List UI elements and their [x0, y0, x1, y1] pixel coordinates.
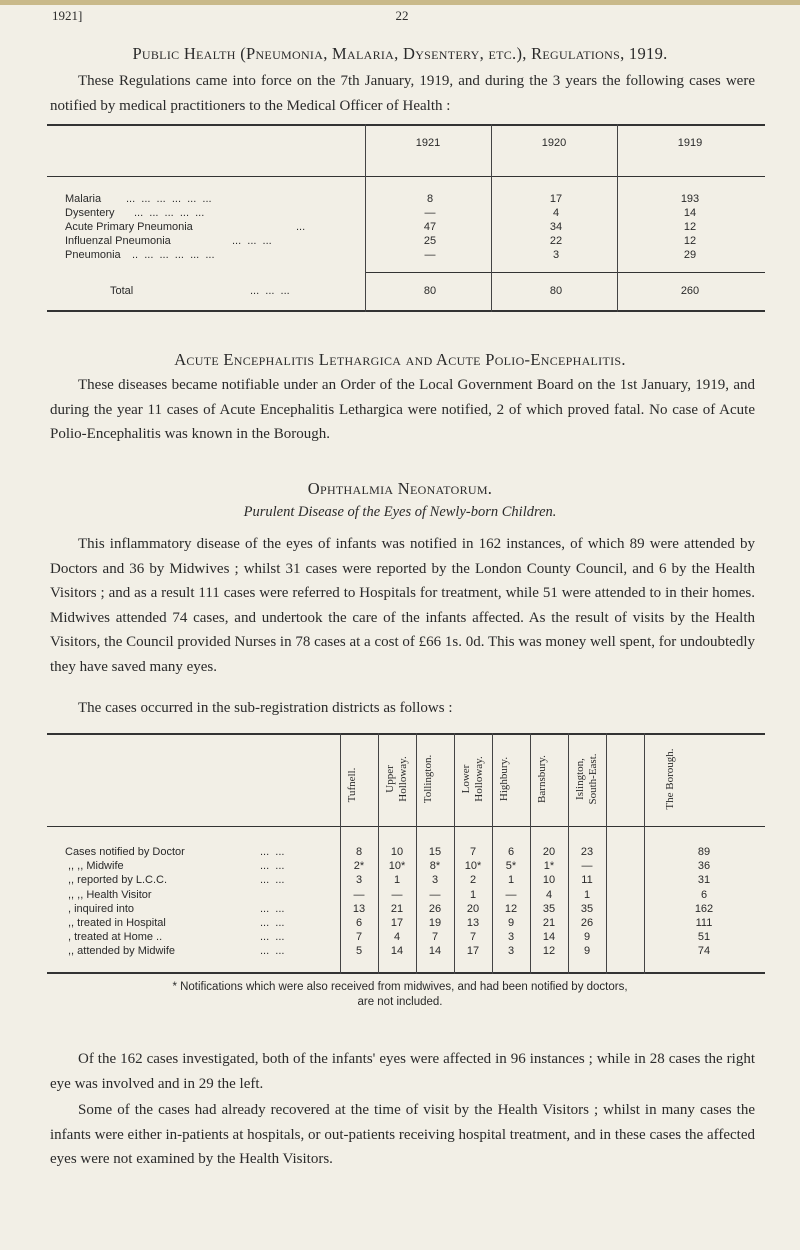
- table2-cell: 2*: [353, 860, 365, 873]
- table2-cell: 26: [580, 917, 594, 929]
- header-year: 1921]: [52, 8, 83, 23]
- table2-cell: 13: [466, 917, 480, 929]
- table2-cell: —: [581, 860, 593, 873]
- table2-cell: 35: [542, 902, 556, 915]
- table2-col-upper-holloway: Upper Holloway.: [384, 756, 409, 802]
- table2-leader: ... ...: [260, 931, 285, 944]
- table1-leader: ... ... ...: [232, 235, 272, 247]
- table2-cell: 9: [583, 945, 591, 958]
- section-title-encephalitis: Acute Encephalitis Lethargica and Acute Polio-Encephalitis.: [174, 350, 626, 369]
- table2-cell: 20: [542, 846, 556, 858]
- table2-col-lower-holloway: Lower Holloway.: [460, 756, 485, 802]
- table2-cell: 162: [694, 902, 714, 915]
- table2-leader: ... ...: [260, 917, 285, 929]
- table2-cell: 10*: [464, 860, 482, 873]
- table2-cell: 10*: [388, 860, 406, 873]
- table2-row-label: Cases notified by Doctor: [65, 846, 185, 858]
- table1-row-label: Malaria: [65, 193, 102, 205]
- table2-cell: 13: [352, 902, 366, 915]
- table2-cell: 2: [469, 874, 477, 887]
- table2-cell: 89: [697, 846, 711, 858]
- table1-col-1921: 1921: [415, 137, 441, 149]
- table2-cell: —: [505, 888, 517, 901]
- table1-cell: —: [424, 207, 436, 219]
- table2-cell: 20: [466, 902, 480, 915]
- table2-cell: 1: [393, 874, 401, 887]
- table2-cell: 21: [542, 917, 556, 929]
- table2-cell: 3: [507, 931, 515, 944]
- page-number: 22: [395, 8, 409, 23]
- table1-leader: ... ... ...: [250, 285, 290, 297]
- table1-leader: ...: [296, 221, 306, 233]
- table2-row-label: , inquired into: [68, 902, 135, 915]
- table2-cell: 17: [466, 945, 480, 958]
- table2-cell: 3: [355, 874, 363, 887]
- table2-col-islington-south-east: Islington, South-East.: [574, 753, 599, 805]
- table1-row-label: Pneumonia: [65, 249, 121, 261]
- table1-top-rule: [47, 124, 765, 126]
- table2-cell: 14: [542, 931, 556, 944]
- table1-cell: 47: [423, 221, 437, 233]
- table2-bottom-rule: [47, 972, 765, 974]
- table2-row-label: ,, ,, Health Visitor: [68, 888, 152, 901]
- table2-col-tufnell: Tufnell.: [346, 767, 358, 803]
- table1-cell: 22: [549, 235, 563, 247]
- table2-cell: 19: [428, 917, 442, 929]
- table2-intro: The cases occurred in the sub-registration districts as follows :: [78, 700, 453, 716]
- table2-cell: 36: [697, 860, 711, 873]
- table2-cell: 6: [355, 917, 363, 929]
- table2-cell: 4: [545, 888, 553, 901]
- table2-footnote-line2: are not included.: [357, 996, 443, 1008]
- table1-header-rule: [47, 176, 765, 177]
- table1-cell: 17: [549, 193, 563, 205]
- table2-cell: 1: [507, 874, 515, 887]
- table2-cell: 1: [469, 888, 477, 901]
- table2-cell: 12: [542, 945, 556, 958]
- ophthalmia-subtitle: Purulent Disease of the Eyes of Newly-born Children.: [243, 504, 557, 520]
- table1-total-cell: 260: [680, 285, 700, 297]
- table2-col-the-borough: The Borough.: [664, 748, 676, 810]
- table2-footnote-line1: * Notifications which were also received from midwives, and had been notified by doctors,: [172, 981, 628, 993]
- table1-total-label: Total: [110, 285, 134, 297]
- table1-row-label: Acute Primary Pneumonia: [65, 221, 193, 233]
- table2-top-rule: [47, 733, 765, 735]
- table2-cell: 4: [393, 931, 401, 944]
- table2-cell: 9: [507, 917, 515, 929]
- table1-cell: 25: [423, 235, 437, 247]
- table2-leader: ... ...: [260, 945, 285, 958]
- table1-cell: 4: [552, 207, 560, 219]
- table1-leader: ... ... ... ... ...: [134, 207, 205, 219]
- table2-row-label: ,, ,, Midwife: [68, 860, 124, 873]
- table1-total-cell: 80: [423, 285, 437, 297]
- table1-cell: 12: [683, 235, 697, 247]
- table2-cell: 14: [428, 945, 442, 958]
- table2-cell: —: [353, 888, 365, 901]
- table2-cell: 23: [580, 846, 594, 858]
- table2-leader: ... ...: [260, 874, 285, 887]
- table2-cell: 51: [697, 931, 711, 944]
- table2-col-barnsbury: Barnsbury.: [536, 755, 548, 803]
- ophthalmia-body: This inflammatory disease of the eyes of infants was notified in 162 instances, of which 89 were attended by Doctors and 36 by Midwives ; whilst 31 cases were reported by the London County Council, and 6 by the Health Visitors ; and as a result 111 cases were referred to Hospitals for treatment, while 51 were attended to in their homes. Midwives attended 74 cases, and undertook the care of the infants affected. As the result of visits by the Health Visitors, the Council provided Nurses in 78 cases at a cost of £66 1s. 0d. This was money well spent, for undoubtedly they have saved many eyes.: [50, 536, 755, 675]
- table1-leader: .. ... ... ... ... ...: [132, 249, 215, 261]
- table2-cell: 8: [355, 846, 363, 858]
- table1-col-1920: 1920: [541, 137, 567, 149]
- page-top-edge: [0, 0, 800, 5]
- table2-cell: 15: [428, 846, 442, 858]
- section-title-public-health: Public Health (Pneumonia, Malaria, Dysentery, etc.), Regulations, 1919.: [132, 44, 668, 63]
- table2-cell: 7: [355, 931, 363, 944]
- table1-leader: ... ... ... ... ... ...: [126, 193, 212, 205]
- table2-col-highbury: Highbury.: [498, 756, 510, 802]
- table2-cell: 7: [469, 931, 477, 944]
- table1-cell: —: [424, 249, 436, 261]
- table2-cell: 11: [581, 874, 593, 887]
- table2-cell: 26: [428, 902, 442, 915]
- table1-cell: 193: [680, 193, 700, 205]
- table1-cell: 34: [549, 221, 563, 233]
- table2-leader: ... ...: [260, 902, 285, 915]
- table1-bottom-rule: [47, 310, 765, 312]
- table1-total-row: [50, 282, 765, 302]
- table1-cell: 12: [683, 221, 697, 233]
- table2-leader: ... ...: [260, 846, 285, 858]
- table2-cell: —: [429, 888, 441, 901]
- table2-cell: 7: [469, 846, 477, 858]
- table2-cell: 74: [697, 945, 711, 958]
- table1-cell: 3: [552, 249, 560, 261]
- table2-cell: 17: [390, 917, 404, 929]
- table2-row-label: , treated at Home ..: [68, 931, 163, 944]
- table1-total-cell: 80: [549, 285, 563, 297]
- table2-cell: 10: [542, 874, 556, 887]
- table2-cell: —: [391, 888, 403, 901]
- eyes-affected-paragraph: Of the 162 cases investigated, both of the infants' eyes were affected in 96 instances ; while in 28 cases the right eye was involved and in 29 the left.: [50, 1051, 755, 1092]
- table2-cell: 6: [700, 888, 708, 901]
- table1-col-1919: 1919: [677, 137, 703, 149]
- table1-cell: 8: [426, 193, 434, 205]
- table2-header-rule: [47, 826, 765, 827]
- table1-cell: 14: [683, 207, 697, 219]
- table2-cell: 3: [431, 874, 439, 887]
- table2-cell: 5*: [505, 860, 517, 873]
- table2-cell: 7: [431, 931, 439, 944]
- encephalitis-body: These diseases became notifiable under an Order of the Local Government Board on the 1st January, 1919, and during the year 11 cases of Acute Encephalitis Lethargica were notified, 2 of which proved fatal. No case of Acute Polio-Encephalitis was known in the Borough.: [50, 377, 755, 442]
- table2-cell: 14: [390, 945, 404, 958]
- table2-cell: 1*: [543, 860, 555, 873]
- table2-row-label: ,, attended by Midwife: [68, 945, 176, 958]
- section-title-ophthalmia: Ophthalmia Neonatorum.: [307, 479, 493, 498]
- table2-row-label: ,, treated in Hospital: [68, 917, 166, 929]
- table2-col-tollington: Tollington.: [422, 754, 434, 804]
- table1-body: [50, 190, 765, 270]
- table2-row-label: ,, reported by L.C.C.: [68, 874, 168, 887]
- table2-cell: 12: [504, 902, 518, 915]
- table1-cell: 29: [683, 249, 697, 261]
- table2-leader: ... ...: [260, 860, 285, 873]
- table2-cell: 31: [697, 874, 711, 887]
- table2-cell: 10: [390, 846, 404, 858]
- table2-cell: 6: [507, 846, 515, 858]
- table2-cell: 5: [355, 945, 363, 958]
- table2-cell: 111: [695, 917, 713, 929]
- table2-cell: 35: [580, 902, 594, 915]
- table2-body: [0, 846, 800, 971]
- table1-total-rule: [365, 272, 765, 273]
- table2-cell: 1: [583, 888, 591, 901]
- table2-cell: 8*: [429, 860, 441, 873]
- table2-cell: 21: [390, 902, 404, 915]
- health-visitors-paragraph: Some of the cases had already recovered at the time of visit by the Health Visitors ; whilst in many cases the infants were either in-patients at hospitals, or out-patients receiving hospital treatment, and in these cases the affected eyes were not examined by the Health Visitors.: [50, 1102, 755, 1167]
- table2-cell: 3: [507, 945, 515, 958]
- table1-row-label: Influenzal Pneumonia: [65, 235, 171, 247]
- public-health-intro: These Regulations came into force on the 7th January, 1919, and during the 3 years the following cases were notified by medical practitioners to the Medical Officer of Health :: [50, 73, 755, 114]
- table1-row-label: Dysentery: [65, 207, 115, 219]
- table2-cell: 9: [583, 931, 591, 944]
